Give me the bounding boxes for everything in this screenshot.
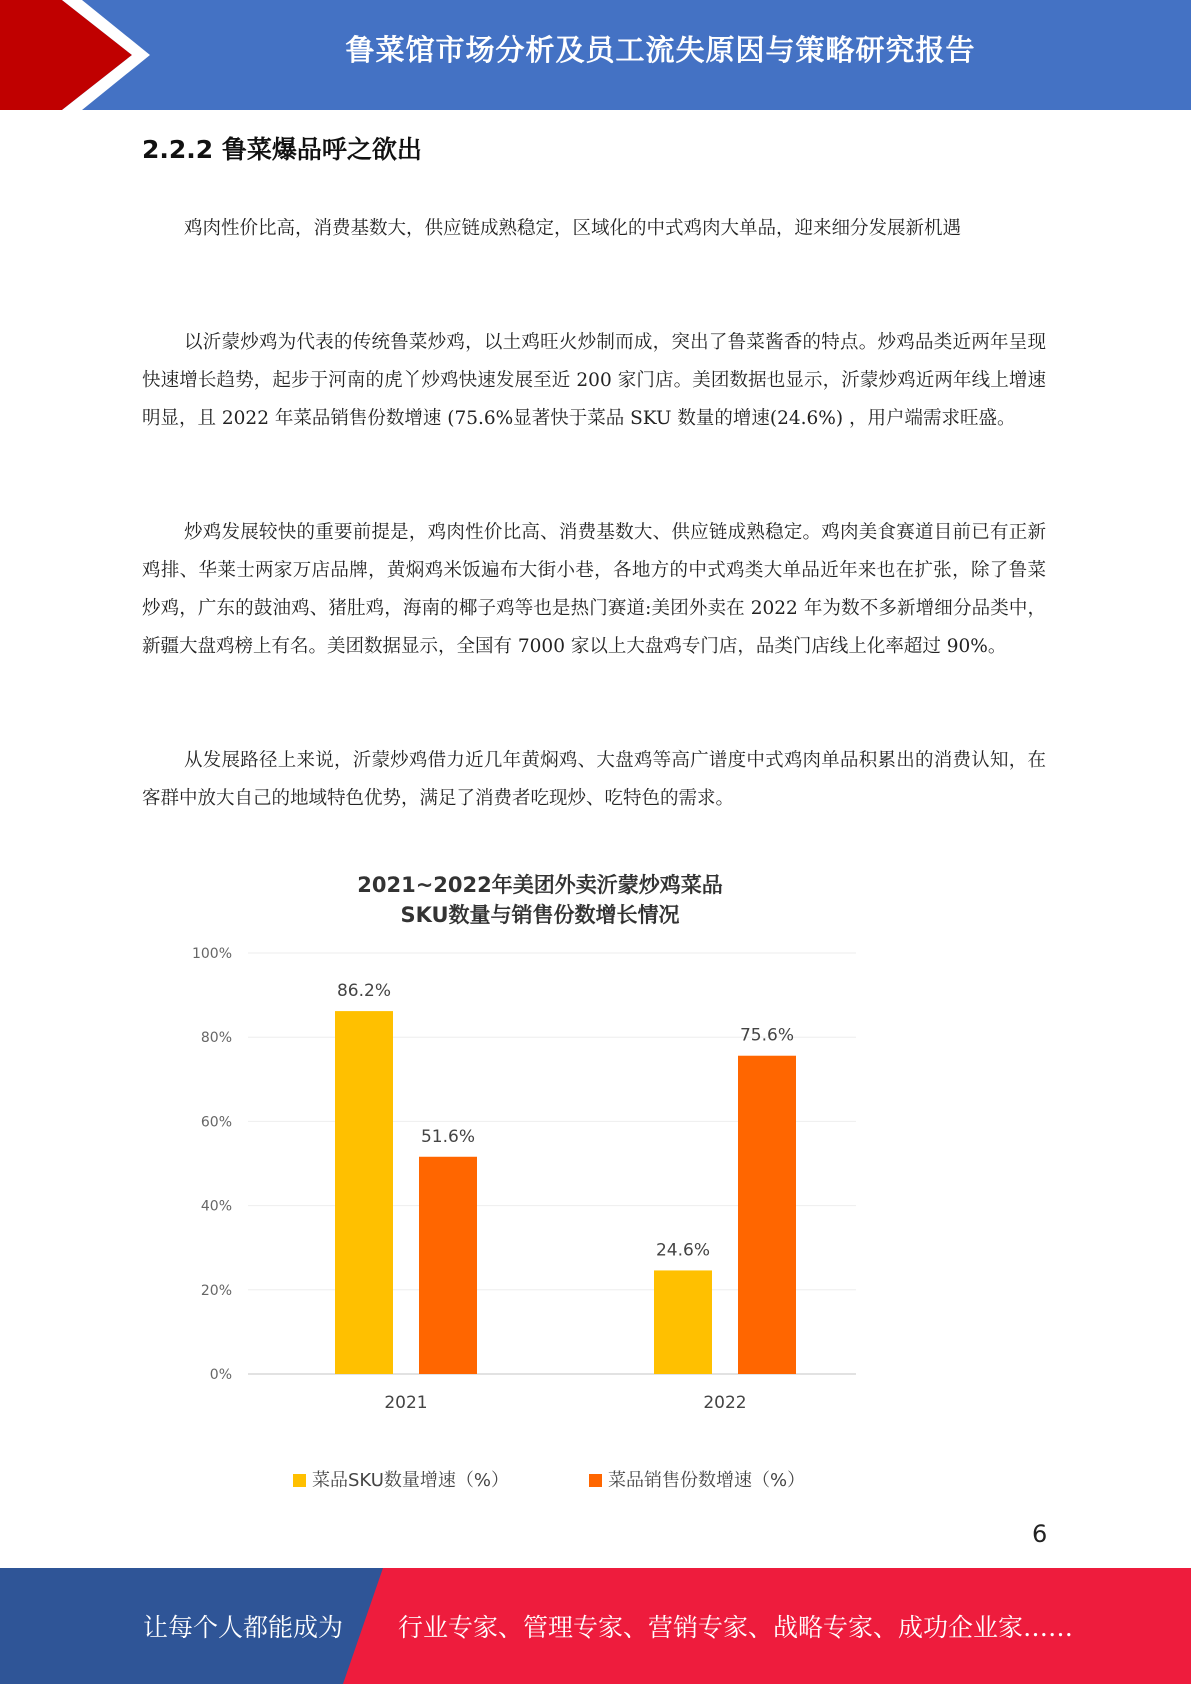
page-footer [0,1568,1191,1684]
page-header [0,0,1191,110]
chart-subtitle: SKU数量与销售份数增长情况 [400,903,680,927]
bar [654,1270,712,1374]
footer-slogan-left: 让每个人都能成为 [143,1613,344,1642]
data-label: 75.6% [739,1025,795,1046]
paragraph-1: 鸡肉性价比高，消费基数大，供应链成熟稳定，区域化的中式鸡肉大单品，迎来细分发展新机遇 [184,218,962,239]
y-tick-label: 20% [200,1282,232,1299]
bar-chart [0,850,1191,1500]
legend-label: 菜品销售份数增速（%） [608,1470,806,1491]
bar [419,1157,477,1374]
y-tick-label: 0% [209,1367,232,1383]
x-tick-label: 2021 [384,1393,428,1413]
section-heading: 2.2.2 鲁菜爆品呼之欲出 [142,135,422,164]
y-tick-label: 60% [200,1114,232,1131]
paragraph-4: 从发展路径上来说，沂蒙炒鸡借力近几年黄焖鸡、大盘鸡等高广谱度中式鸡肉单品积累出的消费认知，在客群中放大自己的地域特色优势，满足了消费者吃现炒、吃特色的需求。 [142,750,1046,809]
footer-slogan-right: 行业专家、管理专家、营销专家、战略专家、成功企业家…… [398,1613,1074,1642]
y-tick-label: 80% [200,1030,232,1047]
paragraph-3: 炒鸡发展较快的重要前提是，鸡肉性价比高、消费基数大、供应链成熟稳定。鸡肉美食赛道目前已有正新鸡排、华莱士两家万店品牌，黄焖鸡米饭遍布大街小巷，各地方的中式鸡类大单品近年来也在扩张，除了鲁菜炒鸡，广东的鼓油鸡、猪肚鸡，海南的椰子鸡等也是热门赛道:美团外卖在 2022 年为数不多新增细分品类中，新疆大盘鸡榜上有名。美团数据显示，全国有 7000 家以上大盘鸡专门店，品类门店线上化率超过 90%。 [142,522,1046,657]
data-label: 86.2% [336,981,392,1002]
chart-title: 2021~2022年美团外卖沂蒙炒鸡菜品 [357,873,723,897]
paragraph-2: 以沂蒙炒鸡为代表的传统鲁菜炒鸡，以土鸡旺火炒制而成，突出了鲁菜酱香的特点。炒鸡品类近两年呈现快速增长趋势，起步于河南的虎丫炒鸡快速发展至近 200 家门店。美团数据也显示，沂蒙炒鸡近两年线上增速明显，且 2022 年菜品销售份数增速 (75.6%显著快于菜品 SKU 数量的增速(24.6%) ，用户端需求旺盛。 [142,332,1046,429]
page-number: 6 [1032,1520,1048,1548]
legend-swatch [293,1474,306,1487]
bar [738,1056,796,1374]
data-label: 51.6% [420,1126,476,1147]
legend-label: 菜品SKU数量增速（%） [312,1470,510,1491]
document-title: 鲁菜馆市场分析及员工流失原因与策略研究报告 [345,33,976,67]
legend-swatch [589,1474,602,1487]
data-label: 24.6% [655,1240,711,1261]
y-tick-label: 100% [191,946,232,962]
x-tick-label: 2022 [703,1393,747,1413]
y-tick-label: 40% [200,1198,232,1215]
bar [335,1011,393,1374]
header-arrow-decoration [0,0,200,110]
